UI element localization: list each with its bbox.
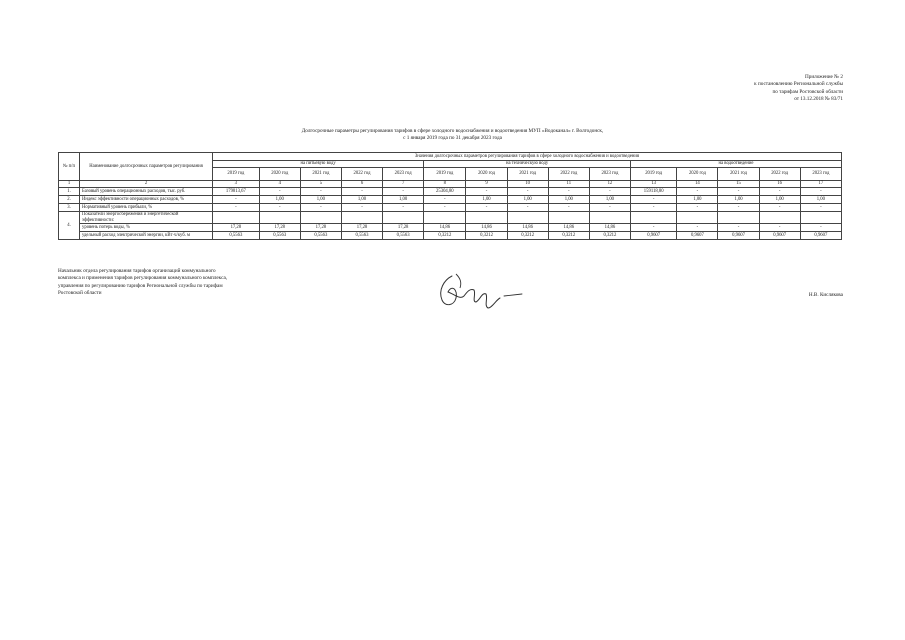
empty-cell [466,212,507,224]
value-cell: - [800,204,841,212]
row-name-cell: Индекс эффективности операционных расходов, % [80,196,213,204]
column-numbers-row [59,181,842,188]
value-cell: 1,00 [259,196,300,204]
value-cell: 1,00 [589,196,630,204]
value-cell: - [300,204,341,212]
row-number-cell: 3. [59,204,80,212]
empty-cell [589,212,630,224]
column-number-cell: 2 [80,181,213,188]
header-year: 2020 год [466,168,507,181]
value-cell: - [718,188,759,196]
header-year: 2020 год [259,168,300,181]
value-cell: 0,9607 [630,232,676,240]
table-row [59,204,842,212]
header-year: 2021 год [300,168,341,181]
position-line: комплекса и применения тарифов регулирования коммунального комплекса, [58,275,228,282]
column-number-cell: 16 [759,181,800,188]
title-line: Долгосрочные параметры регулирования тарифов в сфере холодного водоснабжения и водоотведения МУП «Водоканал» г. Волгодонск, [301,128,604,134]
header-year: 2023 год [383,168,424,181]
header-year: 2022 год [341,168,382,181]
column-number-cell: 4 [259,181,300,188]
value-cell: - [677,188,718,196]
value-cell: 1,00 [466,196,507,204]
value-cell: - [800,188,841,196]
position-line: управления по регулированию тарифов Региональной службы по тарифам [58,282,223,289]
value-cell: - [630,204,676,212]
value-cell: 0,9607 [800,232,841,240]
title-line: с 1 января 2019 года по 31 декабря 2023 года [403,135,502,142]
value-cell: 14,86 [424,224,466,232]
header-group: Значения долгосрочных параметров регулирования тарифов в сфере холодного водоснабжения и водоотведения [213,153,842,161]
header-drinking-water: на питьевую воду [213,161,424,168]
signature-position [58,268,278,297]
value-cell: 0,3212 [548,232,589,240]
row-number-cell: 4. [59,212,80,240]
header-year: 2023 год [800,168,841,181]
value-cell: - [383,204,424,212]
empty-cell [424,212,466,224]
value-cell: 1,00 [548,196,589,204]
value-cell: 1,00 [800,196,841,204]
empty-cell [718,212,759,224]
row-number-cell: 2. [59,196,80,204]
column-number-cell: 13 [630,181,676,188]
value-cell: 0,3212 [507,232,548,240]
empty-cell [677,212,718,224]
value-cell: 0,5563 [259,232,300,240]
row-name-cell: Базовый уровень операционных расходов, тыс. руб. [80,188,213,196]
value-cell: - [466,188,507,196]
value-cell: - [213,204,260,212]
table-row [59,212,842,224]
empty-cell [383,212,424,224]
value-cell: - [589,204,630,212]
column-number-cell: 12 [589,181,630,188]
empty-cell [259,212,300,224]
value-cell: - [259,204,300,212]
column-number-cell: 15 [718,181,759,188]
header-number: № п/п [59,153,80,181]
value-cell: 14,86 [466,224,507,232]
column-number-cell: 10 [507,181,548,188]
value-cell: - [383,188,424,196]
row-name-cell: Показатели энергосбережения и энергетической эффективности: [80,212,213,224]
value-cell: - [213,196,260,204]
row-number-cell: 1. [59,188,80,196]
document-title [0,128,905,142]
value-cell: 17,28 [213,224,260,232]
empty-cell [800,212,841,224]
value-cell: - [630,196,676,204]
value-cell: - [718,204,759,212]
header-year: 2019 год [630,168,676,181]
value-cell: 14,86 [589,224,630,232]
value-cell: - [507,204,548,212]
column-number-cell: 3 [213,181,260,188]
row-name-cell: уровень потерь воды, % [80,224,213,232]
handwritten-signature [430,270,530,315]
value-cell: 0,5563 [383,232,424,240]
header-year: 2019 год [213,168,260,181]
column-number-cell: 11 [548,181,589,188]
value-cell: 0,5563 [213,232,260,240]
value-cell: 1,00 [507,196,548,204]
header-year: 2020 год [677,168,718,181]
header-wastewater: на водоотведение [630,161,841,168]
value-cell: - [259,188,300,196]
header-technical-water: на техническую воду [424,161,631,168]
value-cell: 1,00 [300,196,341,204]
column-number-cell: 1 [59,181,80,188]
value-cell: 1,00 [759,196,800,204]
value-cell: 0,5563 [341,232,382,240]
value-cell: - [424,204,466,212]
value-cell: 0,5563 [300,232,341,240]
empty-cell [213,212,260,224]
row-name-cell: Нормативный уровень прибыли, % [80,204,213,212]
annex-header [754,74,843,104]
empty-cell [341,212,382,224]
column-number-cell: 14 [677,181,718,188]
column-number-cell: 5 [300,181,341,188]
value-cell: - [759,204,800,212]
table-row [59,224,842,232]
value-cell: - [341,188,382,196]
position-line: Начальник отдела регулирования тарифов организаций коммунального [58,268,216,274]
column-number-cell: 8 [424,181,466,188]
value-cell: 17,28 [259,224,300,232]
position-line: Ростовской области [58,289,102,296]
value-cell: - [341,204,382,212]
annex-line: Приложение № 2 [805,74,843,80]
value-cell: - [548,204,589,212]
value-cell: 14,86 [548,224,589,232]
column-number-cell: 6 [341,181,382,188]
value-cell: 0,3212 [424,232,466,240]
value-cell: 1,00 [341,196,382,204]
value-cell: - [507,188,548,196]
table-row [59,188,842,196]
value-cell: 17,28 [383,224,424,232]
column-number-cell: 7 [383,181,424,188]
empty-cell [630,212,676,224]
header-year: 2023 год [589,168,630,181]
header-year: 2021 год [507,168,548,181]
column-number-cell: 9 [466,181,507,188]
value-cell: 1,00 [718,196,759,204]
empty-cell [759,212,800,224]
value-cell: - [759,188,800,196]
value-cell: - [759,224,800,232]
value-cell: - [718,224,759,232]
value-cell: 0,9607 [677,232,718,240]
value-cell: - [589,188,630,196]
value-cell: 159118,80 [630,188,676,196]
empty-cell [300,212,341,224]
value-cell: 1,00 [383,196,424,204]
value-cell: 0,9607 [718,232,759,240]
value-cell: 0,3212 [589,232,630,240]
header-parameter-name: Наименование долгосрочных параметров регулирования [80,153,213,181]
value-cell: - [800,224,841,232]
signer-name: Н.В. Кислякова [808,292,843,298]
table-row [59,232,842,240]
value-cell: 0,3212 [466,232,507,240]
value-cell: - [300,188,341,196]
value-cell: - [677,224,718,232]
header-year: 2021 год [718,168,759,181]
header-year: 2022 год [548,168,589,181]
value-cell: - [466,204,507,212]
empty-cell [548,212,589,224]
value-cell: 25304,80 [424,188,466,196]
value-cell: - [548,188,589,196]
empty-cell [507,212,548,224]
row-name-cell: удельный расход электрической энергии, кВт·ч/куб. м [80,232,213,240]
value-cell: 17,28 [300,224,341,232]
header-year: 2019 год [424,168,466,181]
value-cell: 14,86 [507,224,548,232]
value-cell: - [630,224,676,232]
table-row [59,196,842,204]
annex-line: к постановлению Региональной службы [754,81,843,88]
column-number-cell: 17 [800,181,841,188]
annex-line: по тарифам Ростовской области [772,88,843,95]
header-year: 2022 год [759,168,800,181]
value-cell: 1,00 [677,196,718,204]
annex-line: от 13.12.2018 № 83/71 [794,96,843,103]
value-cell: - [424,196,466,204]
value-cell: 0,9607 [759,232,800,240]
parameters-table [58,152,842,240]
value-cell: 179813,67 [213,188,260,196]
value-cell: 17,28 [341,224,382,232]
value-cell: - [677,204,718,212]
